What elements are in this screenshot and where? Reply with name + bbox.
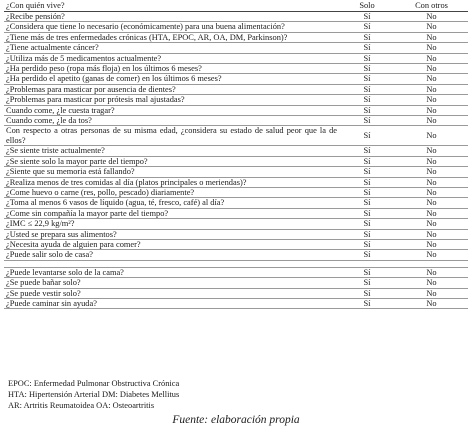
question-cell: Cuando come, ¿le da tos?: [4, 116, 339, 126]
question-cell: ¿IMC ≤ 22,9 kg/m²?: [4, 219, 339, 229]
table-row: [4, 105, 468, 115]
solo-cell: Sí: [339, 167, 395, 177]
solo-cell: Sí: [339, 278, 395, 288]
solo-cell: Sí: [339, 22, 395, 32]
con-otros-cell: No: [395, 187, 468, 197]
solo-cell: Sí: [339, 229, 395, 239]
question-cell: ¿Usted se prepara sus alimentos?: [4, 229, 339, 239]
solo-cell: Sí: [339, 64, 395, 74]
table-row: [4, 288, 468, 298]
table-row: [4, 267, 468, 277]
question-cell: ¿Come sin compañía la mayor parte del tiempo?: [4, 208, 339, 218]
con-otros-cell: No: [395, 229, 468, 239]
solo-cell: Sí: [339, 12, 395, 22]
header-solo: Solo: [339, 1, 395, 12]
table-row: [4, 208, 468, 218]
question-cell: ¿Siente que su memoria está fallando?: [4, 167, 339, 177]
con-otros-cell: No: [395, 74, 468, 84]
solo-cell: [339, 260, 395, 267]
solo-cell: Sí: [339, 250, 395, 260]
con-otros-cell: No: [395, 278, 468, 288]
con-otros-cell: No: [395, 208, 468, 218]
question-cell: Con respecto a otras personas de su misma edad, ¿considera su estado de salud peor que la de ellos?: [6, 126, 337, 145]
question-cell: ¿Se siente triste actualmente?: [4, 146, 339, 156]
table-row: [4, 74, 468, 84]
question-cell: ¿Necesita ayuda de alguien para comer?: [4, 239, 339, 249]
table-row: [4, 298, 468, 308]
solo-cell: Sí: [339, 208, 395, 218]
table-row: [4, 146, 468, 156]
question-cell: ¿Se siente solo la mayor parte del tiempo?: [4, 156, 339, 166]
con-otros-cell: No: [395, 32, 468, 42]
solo-cell: Sí: [339, 288, 395, 298]
con-otros-cell: No: [395, 250, 468, 260]
note-line: EPOC: Enfermedad Pulmonar Obstructiva Crónica: [8, 379, 180, 388]
note-line: HTA: Hipertensión Arterial DM: Diabetes Mellitus: [8, 390, 180, 399]
question-cell: ¿Ha perdido peso (ropa más floja) en los últimos 6 meses?: [4, 64, 339, 74]
con-otros-cell: No: [395, 84, 468, 94]
table-row: [4, 43, 468, 53]
solo-cell: Sí: [339, 32, 395, 42]
table-row: [4, 116, 468, 126]
question-cell: ¿Puede caminar sin ayuda?: [4, 298, 339, 308]
table-row: [4, 177, 468, 187]
solo-cell: Sí: [339, 198, 395, 208]
table-row: [4, 64, 468, 74]
question-cell: ¿Puede salir solo de casa?: [4, 250, 339, 260]
solo-cell: Sí: [339, 267, 395, 277]
solo-cell: Sí: [339, 105, 395, 115]
con-otros-cell: No: [395, 288, 468, 298]
table-row: [4, 95, 468, 105]
solo-cell: Sí: [339, 84, 395, 94]
con-otros-cell: No: [395, 53, 468, 63]
solo-cell: Sí: [339, 74, 395, 84]
solo-cell: Sí: [339, 156, 395, 166]
con-otros-cell: No: [395, 105, 468, 115]
con-otros-cell: No: [395, 116, 468, 126]
question-cell: ¿Toma al menos 6 vasos de líquido (agua, té, fresco, café) al día?: [4, 198, 339, 208]
questionnaire-table: [4, 1, 468, 309]
table-header-row: [4, 1, 468, 12]
con-otros-cell: No: [395, 267, 468, 277]
table-row: [4, 84, 468, 94]
con-otros-cell: No: [395, 43, 468, 53]
con-otros-cell: No: [395, 12, 468, 22]
header-con-otros: Con otros: [395, 1, 468, 12]
table-row: [4, 229, 468, 239]
question-cell: ¿Problemas para masticar por ausencia de dientes?: [4, 84, 339, 94]
table-row: [4, 278, 468, 288]
table-row: [4, 198, 468, 208]
question-cell: ¿Se puede vestir solo?: [4, 288, 339, 298]
con-otros-cell: No: [395, 146, 468, 156]
solo-cell: Sí: [339, 177, 395, 187]
question-cell: ¿Considera que tiene lo necesario (económicamente) para una buena alimentación?: [4, 22, 339, 32]
header-question: ¿Con quién vive?: [4, 1, 339, 12]
con-otros-cell: No: [395, 167, 468, 177]
con-otros-cell: No: [395, 126, 468, 146]
table-row: [4, 239, 468, 249]
solo-cell: Sí: [339, 116, 395, 126]
solo-cell: Sí: [339, 187, 395, 197]
question-cell: ¿Realiza menos de tres comidas al día (platos principales o meriendas)?: [4, 177, 339, 187]
table-row: [4, 167, 468, 177]
question-cell: Cuando come, ¿le cuesta tragar?: [4, 105, 339, 115]
solo-cell: Sí: [339, 146, 395, 156]
table-spacer-row: [4, 260, 468, 267]
question-cell: ¿Recibe pensión?: [4, 12, 339, 22]
solo-cell: Sí: [339, 298, 395, 308]
question-cell: ¿Problemas para masticar por prótesis mal ajustadas?: [4, 95, 339, 105]
table-row: [4, 156, 468, 166]
table-row: [4, 219, 468, 229]
solo-cell: Sí: [339, 53, 395, 63]
con-otros-cell: No: [395, 177, 468, 187]
table-row: [4, 187, 468, 197]
question-cell: ¿Puede levantarse solo de la cama?: [4, 267, 339, 277]
table-row: [4, 126, 468, 146]
con-otros-cell: No: [395, 198, 468, 208]
question-cell: ¿Tiene más de tres enfermedades crónicas (HTA, EPOC, AR, OA, DM, Parkinson)?: [4, 32, 339, 42]
question-cell: ¿Utiliza más de 5 medicamentos actualmente?: [4, 53, 339, 63]
con-otros-cell: No: [395, 298, 468, 308]
question-cell: ¿Ha perdido el apetito (ganas de comer) en los últimos 6 meses?: [4, 74, 339, 84]
con-otros-cell: No: [395, 22, 468, 32]
table-row: [4, 53, 468, 63]
solo-cell: Sí: [339, 126, 395, 146]
question-cell: [4, 260, 339, 267]
table-row: [4, 22, 468, 32]
question-cell: ¿Come huevo o carne (res, pollo, pescado) diariamente?: [4, 187, 339, 197]
con-otros-cell: [395, 260, 468, 267]
solo-cell: Sí: [339, 239, 395, 249]
table-row: [4, 32, 468, 42]
table-row: [4, 12, 468, 22]
source-caption: Fuente: elaboración propia: [172, 414, 300, 426]
solo-cell: Sí: [339, 219, 395, 229]
solo-cell: Sí: [339, 43, 395, 53]
con-otros-cell: No: [395, 64, 468, 74]
con-otros-cell: No: [395, 219, 468, 229]
question-cell: ¿Se puede bañar solo?: [4, 278, 339, 288]
question-cell: ¿Tiene actualmente cáncer?: [4, 43, 339, 53]
con-otros-cell: No: [395, 95, 468, 105]
abbreviations-notes: [8, 378, 468, 411]
solo-cell: Sí: [339, 95, 395, 105]
con-otros-cell: No: [395, 156, 468, 166]
note-line: AR: Artritis Reumatoidea OA: Osteoartritis: [8, 401, 155, 410]
con-otros-cell: No: [395, 239, 468, 249]
table-row: [4, 250, 468, 260]
